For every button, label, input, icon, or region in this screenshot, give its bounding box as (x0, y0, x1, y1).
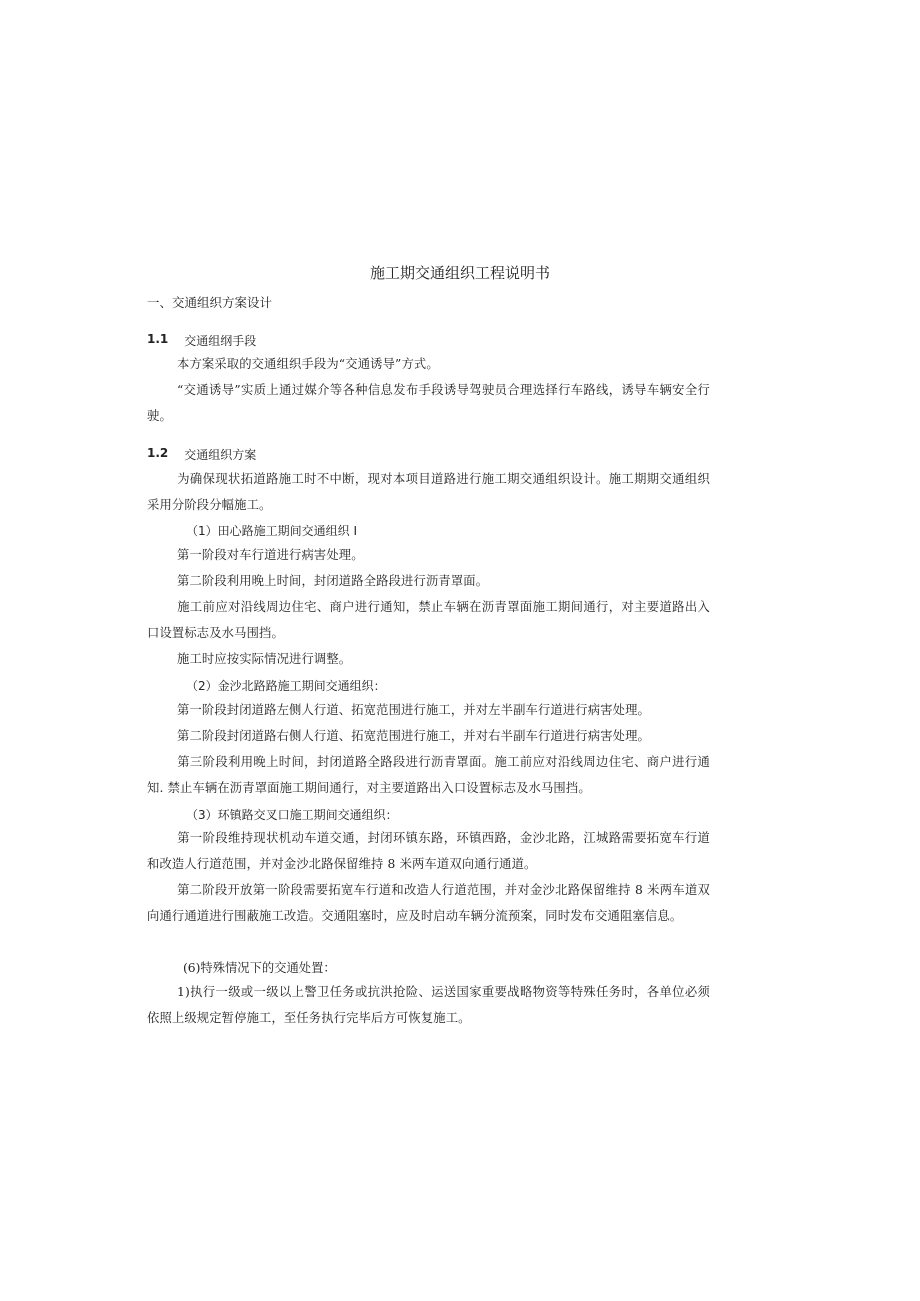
section-heading: 一、交通组织方案设计 (147, 295, 273, 310)
paragraph: 第一阶段对车行道进行病害处理。 (177, 548, 364, 562)
paragraph: 第二阶段封闭道路右侧人行道、拓宽范围进行施工，并对右半副车行道进行病害处理。 (177, 729, 650, 743)
subsection-title: 交通组织方案 (184, 448, 257, 462)
paragraph: 1)执行一级或一级以上警卫任务或抗洪抢险、运送国家重要战略物资等特殊任务时，各单位必须依照上级规定暂停施工，至任务执行完毕后方可恢复施工。 (147, 985, 710, 1025)
paragraph: 施工时应按实际情况进行调整。 (177, 652, 352, 666)
subsection-heading-1-2 (147, 446, 256, 463)
subsection-heading-1-1 (147, 332, 256, 349)
subsection-number: 1.2 (147, 446, 169, 460)
paragraph: 本方案采取的交通组织手段为“交通诱导”方式。 (177, 357, 439, 371)
paragraph: 第二阶段利用晚上时间，封闭道路全路段进行沥青罩面。 (177, 574, 489, 588)
subsection-title: 交通组纲手段 (184, 334, 257, 348)
paragraph: 第二阶段开放第一阶段需要拓宽车行道和改造人行道范围，并对金沙北路保留维持 8 米两车道双向通行通道进行围蔽施工改造。交通阻塞时，应及时启动车辆分流预案，同时发布交通阻塞信息。 (147, 883, 710, 923)
paragraph: 第一阶段封闭道路左侧人行道、拓宽范围进行施工，并对左半副车行道进行病害处理。 (177, 703, 650, 717)
item-heading-3: （3）环镇路交叉口施工期间交通组织： (186, 808, 398, 822)
paragraph: 施工前应对沿线周边住宅、商户进行通知，禁止车辆在沥青罩面施工期间通行，对主要道路出入口设置标志及水马围挡。 (147, 600, 710, 640)
paragraph: 为确保现状拓道路施工时不中断，现对本项目道路进行施工期交通组织设计。施工期期交通组织采用分阶段分幅施工。 (147, 472, 710, 512)
document-title: 施工期交通组织工程说明书 (369, 264, 550, 282)
paragraph: 第一阶段维持现状机动车道交通，封闭环镇东路，环镇西路，金沙北路，江城路需要拓宽车行道和改造人行道范围，并对金沙北路保留维持 8 米两车道双向通行通道。 (147, 831, 710, 871)
paragraph: 第三阶段利用晚上时间，封闭道路全路段进行沥青罩面。施工前应对沿线周边住宅、商户进行通知. 禁止车辆在沥青罩面施工期间通行，对主要道路出入口设置标志及水马围挡。 (147, 755, 710, 795)
item-heading-2: （2）金沙北路路施工期间交通组织： (186, 679, 386, 693)
subsection-number: 1.1 (147, 332, 169, 346)
paragraph: “交通诱导”实质上通过媒介等各种信息发布手段诱导驾驶员合理选择行车路线，诱导车辆安全行驶。 (147, 383, 710, 423)
item-heading-1: （1）田心路施工期间交通组织 I (186, 524, 357, 538)
item-heading-6: (6)特殊情况下的交通处置： (183, 961, 336, 975)
